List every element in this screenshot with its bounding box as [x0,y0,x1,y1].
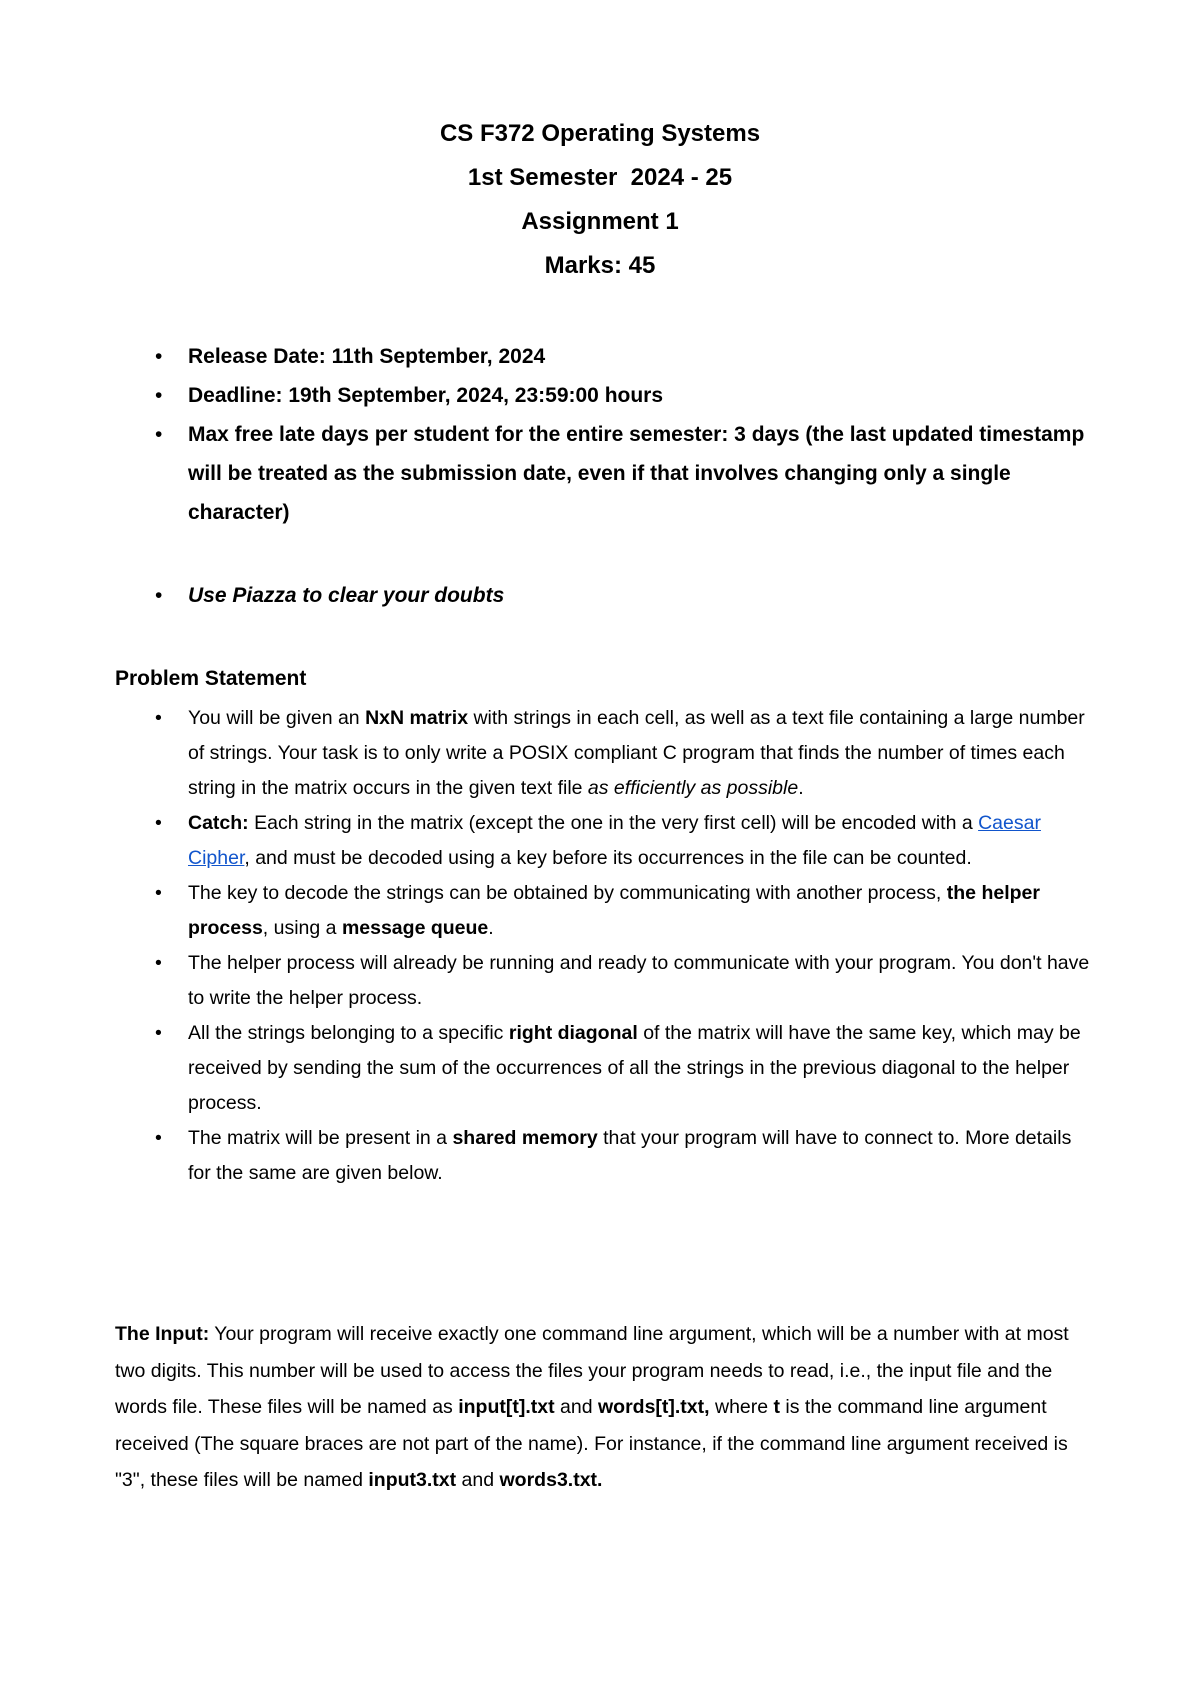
list-item-deadline [155,376,1085,415]
catch-label: Catch: [188,812,249,834]
shared-memory-term: shared memory [452,1127,598,1149]
assignment-meta-list [155,337,1085,615]
bullet-icon: • [155,345,163,368]
message-queue-term: message queue [341,917,489,939]
list-item-catch: • Catch: Each string in the matrix (except the one in the very first cell) will be encoded with a Caesar Cipher, and must be decoded using a key before its occurrences in the file can be counted. [155,806,1095,876]
list-item-release-date [155,337,1085,376]
caesar-cipher-link[interactable]: Caesar Cipher [188,812,1041,869]
deadline-text: Deadline: 19th September, 2024, 23:59:00 hours [188,384,664,407]
bullet-icon: • [155,882,162,904]
bullet-icon: • [155,584,163,607]
piazza-text: Use Piazza to clear your doubts [188,584,505,607]
list-item-key: • The key to decode the strings can be obtained by communicating with another process, the helper process, using a message queue. [155,876,1095,946]
list-item-helper: • The helper process will already be running and ready to communicate with your program. You don't have to write the helper process. [155,946,1095,1016]
list-item-diagonal: • All the strings belonging to a specific right diagonal of the matrix will have the same key, which may be received by sending the sum of the occurrences of all the strings in the previous diagonal to the helper process. [155,1016,1095,1121]
late-days-text: Max free late days per student for the entire semester: 3 days (the last updated timestamp will be treated as the submission date, even if that involves changing only a single character) [188,423,1085,524]
marks-line: Marks: 45 [544,252,656,279]
nxn-matrix-term: NxN matrix [365,707,469,729]
right-diagonal-term: right diagonal [508,1022,638,1044]
course-title: CS F372 Operating Systems [439,120,761,147]
input-label: The Input: [115,1323,210,1345]
list-item-matrix: • You will be given an NxN matrix with strings in each cell, as well as a text file containing a large number of strings. Your task is to only write a POSIX compliant C program that finds the number of times each string in the matrix occurs in the given text file as efficiently as possible. [155,701,1095,806]
t-variable: t [773,1396,781,1418]
words-file-name: words[t].txt, [597,1396,710,1418]
release-date-text: Release Date: 11th September, 2024 [188,345,546,368]
assignment-title: Assignment 1 [521,208,679,235]
document-header [0,112,1200,288]
bullet-icon: • [155,952,162,974]
bullet-icon: • [155,1127,162,1149]
list-item-shared-memory: • The matrix will be present in a shared memory that your program will have to connect to. More details for the same are given below. [155,1121,1095,1191]
input-section-paragraph: The Input: Your program will receive exactly one command line argument, which will be a number with at most two digits. This number will be used to access the files your program needs to read, i.e., the input file and the words file. These files will be named as input[t].txt and words[t].txt, where t is the command line argument received (The square braces are not part of the name). For instance, if the command line argument received is "3", these files will be named input3.txt and words3.txt. [115,1323,1069,1491]
bullet-icon: • [155,1022,162,1044]
problem-statement-list [155,701,1095,1191]
bullet-icon: • [155,812,162,834]
list-item-piazza [155,576,1085,615]
input-file-name: input[t].txt [458,1396,555,1418]
list-item-late-days [155,415,1085,532]
bullet-icon: • [155,707,162,729]
input3-file-name: input3.txt [368,1469,457,1491]
bullet-icon: • [155,384,163,407]
bullet-icon: • [155,423,163,446]
problem-statement-heading: Problem Statement [115,667,307,690]
words3-file-name: words3.txt. [499,1469,603,1491]
efficiency-emphasis: as efficiently as possible [587,777,799,799]
semester-line: 1st Semester 2024 - 25 [467,164,733,191]
helper-process-term: the helper process [188,882,1040,939]
